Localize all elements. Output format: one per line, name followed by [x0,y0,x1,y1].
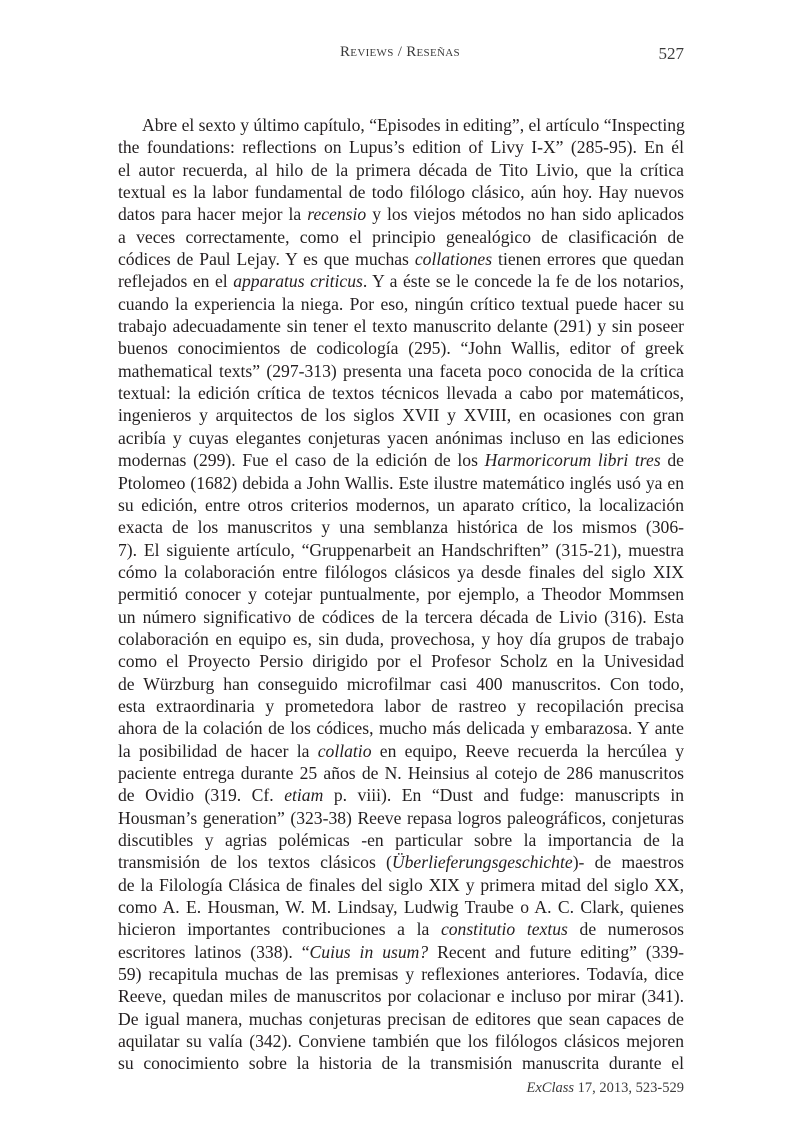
running-head: Reviews / Reseñas [340,44,460,60]
page-number: 527 [658,44,684,63]
text-line: exacta de los manuscritos y una semblanza histórica de los mismos (306- [118,517,684,538]
text-line: ahora de la colación de los códices, mucho más delicada y embarazosa. Y ante [118,718,684,739]
text-line: 59) recapitula muchas de las premisas y reflexiones anteriores. Todavía, dice [118,964,684,985]
italic-term: collatio [317,740,372,761]
page-footer [527,1080,685,1097]
page-header [118,44,684,68]
text-line: a veces correctamente, como el principio genealógico de clasificación de [118,226,684,247]
italic-term: Überlieferungsgeschichte [391,852,573,873]
text-line: cuando la experiencia la niega. Por eso, ningún crítico textual puede hacer su [118,293,684,314]
italic-term: collationes [414,249,493,270]
review-body [118,114,684,1075]
text-line: modernas (299). Fue el caso de la edición de los Harmoricorum libri tres de [118,450,684,471]
text-line: escritores latinos (338). “Cuius in usum? Recent and future editing” (339- [118,941,684,962]
text-line: colaboración en equipo es, sin duda, provechosa, y hoy día grupos de trabajo [118,628,684,649]
italic-term: apparatus criticus [233,271,363,292]
text-line: textual: la edición crítica de textos técnicos llevada a cabo por matemáticos, [118,383,684,404]
text-line: mathematical texts” (297-313) presenta una faceta poco conocida de la crítica [118,360,684,381]
text-line: como el Proyecto Persio dirigido por el Profesor Scholz en la Univesidad [118,651,684,672]
text-line: esta extraordinaria y prometedora labor de rastreo y recopilación precisa [118,695,684,716]
text-line: el autor recuerda, al hilo de la primera década de Tito Livio, que la crítica [118,159,684,180]
text-line: la posibilidad de hacer la collatio en equipo, Reeve recuerda la hercúlea y [118,740,684,761]
text-line: datos para hacer mejor la recensio y los viejos métodos no han sido aplicados [118,204,684,225]
text-line: aquilatar su valía (342). Conviene también que los filólogos clásicos mejoren [118,1031,684,1052]
italic-term: etiam [284,785,324,806]
text-line: Abre el sexto y último capítulo, “Episodes in editing”, el artículo “Inspecting [142,115,685,135]
text-line: paciente entrega durante 25 años de N. Heinsius al cotejo de 286 manuscritos [118,762,684,783]
text-line: Reeve, quedan miles de manuscritos por colacionar e incluso por mirar (341). [118,986,684,1007]
text-line: Housman’s generation” (323-38) Reeve repasa logros paleográficos, conjeturas [118,807,684,828]
text-line: permitió conocer y cotejar puntualmente, por ejemplo, a Theodor Mommsen [118,584,684,605]
text-line: textual es la labor fundamental de todo filólogo clásico, aún hoy. Hay nuevos [118,182,684,203]
text-line: su edición, entre otros criterios modernos, un aparato crítico, la localización [118,494,684,515]
text-line: transmisión de los textos clásicos (Überlieferungsgeschichte)- de maestros [118,852,684,873]
text-line: de Würzburg han conseguido microfilmar casi 400 manuscritos. Con todo, [118,673,684,694]
text-line: discutibles y agrias polémicas -en particular sobre la importancia de la [118,830,684,850]
journal-name: ExClass [526,1080,575,1096]
text-line: de Ovidio (319. Cf. etiam p. viii). En “Dust and fudge: manuscripts in [118,785,685,806]
text-line: su conocimiento sobre la historia de la transmisión manuscrita durante el [118,1053,684,1074]
body-paragraph [118,114,684,1075]
journal-citation: 17, 2013, 523-529 [574,1080,684,1096]
text-line: un número significativo de códices de la tercera década de Livio (316). Esta [118,606,684,627]
text-line: reflejados en el apparatus criticus. Y a éste se le concede la fe de los notarios, [118,271,684,292]
text-line: códices de Paul Lejay. Y es que muchas collationes tienen errores que quedan [118,249,684,270]
text-line: de la Filología Clásica de finales del siglo XIX y primera mitad del siglo XX, [118,874,684,895]
text-line: acribía y cuyas elegantes conjeturas yacen anónimas incluso en las ediciones [118,427,684,448]
italic-term: Harmoricorum libri tres [484,450,661,471]
italic-term: constitutio textus [440,919,568,940]
italic-term: recensio [307,204,367,225]
text-line: ingenieros y arquitectos de los siglos XVII y XVIII, en ocasiones con gran [118,405,684,426]
text-line: 7). El siguiente artículo, “Gruppenarbeit an Handschriften” (315-21), muestra [118,539,684,560]
text-line: the foundations: reflections on Lupus’s edition of Livy I-X” (285-95). En él [118,137,684,158]
text-line: como A. E. Housman, W. M. Lindsay, Ludwig Traube o A. C. Clark, quienes [118,897,684,918]
text-line: De igual manera, muchas conjeturas precisan de editores que sean capaces de [118,1008,684,1029]
text-line: hicieron importantes contribuciones a la constitutio textus de numerosos [118,919,684,940]
text-line: Ptolomeo (1682) debida a John Wallis. Este ilustre matemático inglés usó ya en [118,472,684,493]
text-line: cómo la colaboración entre filólogos clásicos ya desde finales del siglo XIX [118,561,684,582]
italic-term: Cuius in usum? [309,941,429,962]
text-line: trabajo adecuadamente sin tener el texto manuscrito delante (291) y sin poseer [118,316,684,337]
text-line: buenos conocimientos de codicología (295). “John Wallis, editor of greek [118,338,684,359]
